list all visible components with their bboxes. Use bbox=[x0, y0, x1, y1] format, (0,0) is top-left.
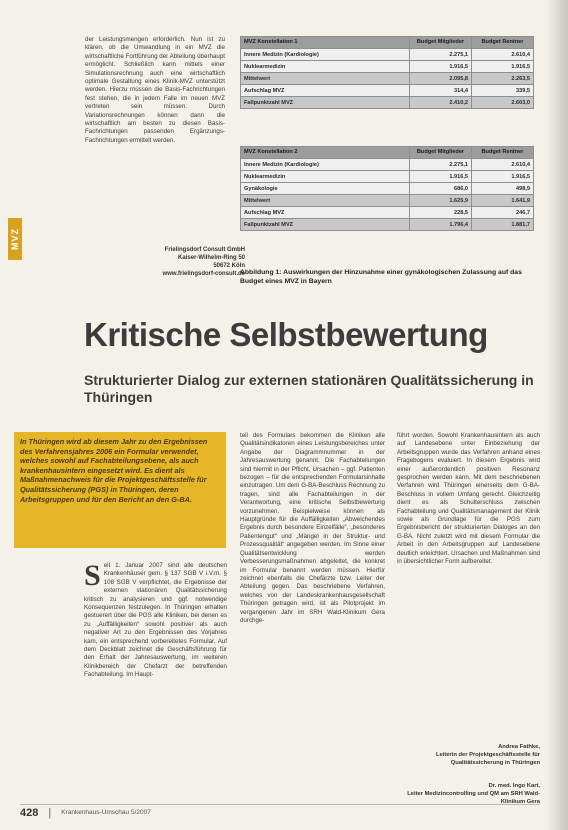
value-members: 314,4 bbox=[410, 85, 472, 97]
address-company: Frielingsdorf Consult GmbH bbox=[164, 247, 245, 253]
table-header-pensioners: Budget Rentner bbox=[472, 37, 534, 49]
table-row bbox=[241, 195, 534, 207]
row-label: Nuklearmedizin bbox=[241, 61, 410, 73]
company-address bbox=[108, 246, 245, 278]
table-row bbox=[241, 61, 534, 73]
table-row bbox=[241, 207, 534, 219]
article-column-1 bbox=[84, 559, 227, 680]
column-1-text: eit 1. Januar 2007 sind alle deutschen Krankenhäuser gem. § 137 SGB V i.V.m. § 108 SGB V verpflichtet, die Ergebnisse der externen stationären Qualitätssicherung kritisch zu analysieren und ggf. notwendige Konsequenzen festzulegen. In Thüringen erhalten gestuerert über die PGS alle Kliniken, bei denen es zu „Auffälligkeiten“ sowohl positiver als auch negativer Art zu den Ergebnissen des Vorjahres kam, ein entsprechend vorbereitetes Formular. Auf dem Deckblatt zeichnet die Geschäftsführung für den Erhalt der Jahresauswertung, im weiteren Klinikbereich der Chefarzt der betreffenden Fachabteilung. Im Haupt- bbox=[84, 562, 227, 679]
table-row bbox=[241, 49, 534, 61]
value-members: 2.275,1 bbox=[410, 49, 472, 61]
table-row bbox=[241, 183, 534, 195]
table-header-members: Budget Mitglieder bbox=[410, 147, 472, 159]
table-row bbox=[241, 73, 534, 85]
row-label: Fallpunktzahl MVZ bbox=[241, 219, 410, 231]
value-pensioners: 2.610,4 bbox=[472, 49, 534, 61]
row-label: Mittelwert bbox=[241, 195, 410, 207]
article-column-3: führt worden. Sowohl Krankenhausintern als auch auf Landesebene unter Einbeziehung der Arbeitsgruppen wurde das Verfahren anhand eines Fragebogens evaluiert. In diesem Ergebnis wird einer außerordentlich positiven Resonanz gesprochen werden kann. Mit dem beschriebenen Verfahren wird Thüringen einerseits dem G-BA-Beschluss in vollem Umfang gerecht. Gleichzeitig dient es als Schulterschluss zwischen Fachabteilung und Qualitätsmanagement der Klinik sowie als Grundlage für die PGS zum Ergebnisbericht der strukturierten Dialoges an den G-BA. Nicht zuletzt wird mit diesem Formular die Arbeit in den Arbeitsgruppen auf Landesebene deutlich erleichtert. Ursachen und Maßnahmen sind in übersichtlicher Form aufbereitet. bbox=[397, 432, 540, 566]
section-tab: MVZ bbox=[8, 218, 22, 260]
row-label: Fallpunktzahl MVZ bbox=[241, 97, 410, 109]
value-pensioners: 1.641,9 bbox=[472, 195, 534, 207]
footer-separator: | bbox=[48, 806, 52, 819]
journal-name: Krankenhaus-Umschau 5/2007 bbox=[61, 809, 151, 816]
address-website: www.frielingsdorf-consult.de bbox=[162, 271, 245, 277]
row-label: Aufschlag MVZ bbox=[241, 85, 410, 97]
row-label: Mittelwert bbox=[241, 73, 410, 85]
author-credit-1 bbox=[390, 744, 540, 767]
article-subheadline: Strukturierter Dialog zur externen stationären Qualitätssicherung in Thüringen bbox=[84, 372, 534, 405]
author-role: Leiterin der Projektgeschäftsstelle für Qualitätssicherung in Thüringen bbox=[435, 751, 540, 766]
row-label: Nuklearmedizin bbox=[241, 171, 410, 183]
value-members: 228,5 bbox=[410, 207, 472, 219]
address-street: Kaiser-Wilhelm-Ring 50 bbox=[178, 255, 245, 261]
value-members: 686,0 bbox=[410, 183, 472, 195]
row-label: Innere Medizin (Kardiologie) bbox=[241, 49, 410, 61]
value-pensioners: 246,7 bbox=[472, 207, 534, 219]
table-row bbox=[241, 85, 534, 97]
budget-table-2 bbox=[240, 146, 534, 231]
table-row bbox=[241, 171, 534, 183]
row-label: Aufschlag MVZ bbox=[241, 207, 410, 219]
row-label: Innere Medizin (Kardiologie) bbox=[241, 159, 410, 171]
author-name: Dr. med. Ingo Kart, bbox=[488, 783, 540, 789]
value-pensioners: 1.881,7 bbox=[472, 219, 534, 231]
value-members: 2.275,1 bbox=[410, 159, 472, 171]
figure-caption: Abbildung 1: Auswirkungen der Hinzunahme einer gynäkologischen Zulassung auf das Budget eines MVZ in Bayern bbox=[240, 269, 522, 285]
value-pensioners: 339,5 bbox=[472, 85, 534, 97]
page-footer bbox=[20, 804, 540, 820]
value-members: 2.095,8 bbox=[410, 73, 472, 85]
article-column-2: teil des Formulars bekommen die Kliniken alle Qualitätsindikatoren eines Leistungsbereiches unter Angabe der Diagrammnummer in der Jahresauswertung genannt. Die Fachabteilungen sind hiermit in der Pflicht, Ursachen – ggf. Patienten bezogen – für die entsprechenden Formularsinhalte einzutragen. Um dem G-BA-Beschluss Rechnung zu tragen, sind alle Fachabteilungen in der Verantwortung, eine kritische Selbstbewertung vorzunehmen. Beispielweise können als Hauptgründe für die Auffälligkeiten „Abweichendes Ergebnis durch besondere Einzelfälle“, „besonderes Patientengut“ und „Mängel in der Struktur- und Prozessqualität“ angegeben werden. Im Sinne einer Qualitätsentwicklung werden Verbesserungsmaßnahmen abgeleitet, die konkret im Formular benannt werden müssen. Hierfür zeichnet ebenfalls die Chefärzte bzw. Leiter der Abteilung gegen. Das beschriebene Verfahren, welches von der Landeskrankenhausgesellschaft Thüringen getragen wird, ist als Pilotprojekt im vergangenen Jahr im SRH Wald-Klinikum Gera durchge- bbox=[240, 432, 385, 624]
value-pensioners: 2.263,5 bbox=[472, 73, 534, 85]
table-header-label: MVZ Konstellation 1 bbox=[241, 37, 410, 49]
table-header-label: MVZ Konstellation 2 bbox=[241, 147, 410, 159]
value-pensioners: 1.916,5 bbox=[472, 171, 534, 183]
table-row bbox=[241, 219, 534, 231]
value-members: 1.916,5 bbox=[410, 61, 472, 73]
value-members: 1.625,9 bbox=[410, 195, 472, 207]
table-row bbox=[241, 159, 534, 171]
page-number: 428 bbox=[20, 806, 39, 819]
value-pensioners: 2.603,0 bbox=[472, 97, 534, 109]
author-role: Leiter Medizincontrolling und QM am SRH Wald-Klinikum Gera bbox=[407, 790, 540, 805]
table-header-row bbox=[241, 147, 534, 159]
teaser-text: In Thüringen wird ab diesem Jahr zu den Ergebnissen des Verfahrensjahres 2006 ein Formular verwendet, welches sowohl auf Fachabteilungsebene, als auch krankenhausintern eingesetzt wird. Es dient als Maßnahmenachweis für die Projektgeschäftsstelle für Qualitätssicherung (PGS) in Thüringen, deren Arbeitsgruppen und für den Bericht an den G-BA. bbox=[20, 437, 208, 504]
value-pensioners: 2.610,4 bbox=[472, 159, 534, 171]
table-header-members: Budget Mitglieder bbox=[410, 37, 472, 49]
value-members: 1.916,5 bbox=[410, 171, 472, 183]
value-members: 2.410,2 bbox=[410, 97, 472, 109]
table-row bbox=[241, 97, 534, 109]
drop-cap: S bbox=[84, 559, 101, 592]
teaser-box bbox=[14, 432, 226, 548]
page-edge-shadow bbox=[546, 0, 568, 830]
author-name: Andrea Fathke, bbox=[498, 744, 540, 750]
author-credit-2 bbox=[390, 783, 540, 806]
table-header-row bbox=[241, 37, 534, 49]
table-header-pensioners: Budget Rentner bbox=[472, 147, 534, 159]
row-label: Gynäkologie bbox=[241, 183, 410, 195]
continued-article-text: der Leistungsmengen erforderlich. Nun ist zu klären, ob die Umwandlung in ein MVZ die wirtschaftliche Fortführung der Abteilung überhaupt ermöglicht. Schließlich kann mittels einer Simulationsrechnung auch eine wirtschaftlich optimale Gestaltung eines Klinik-MVZ unterstützt werden. Hierzu müssen die Basis-Fachrichtungen fest stehen, die in jedem Falle im neuen MVZ vertreten sein müssen. Durch Variationsrechnungen können dann die wirtschaftlich am besten zu diesen Basis-Fachrichtungen passenden Ergänzungs-Fachrichtungen ermittelt werden. bbox=[85, 36, 225, 144]
value-pensioners: 498,9 bbox=[472, 183, 534, 195]
address-city: 50672 Köln bbox=[213, 263, 245, 269]
value-members: 1.796,4 bbox=[410, 219, 472, 231]
budget-table-1 bbox=[240, 36, 534, 109]
article-headline: Kritische Selbstbewertung bbox=[84, 316, 488, 353]
value-pensioners: 1.916,5 bbox=[472, 61, 534, 73]
